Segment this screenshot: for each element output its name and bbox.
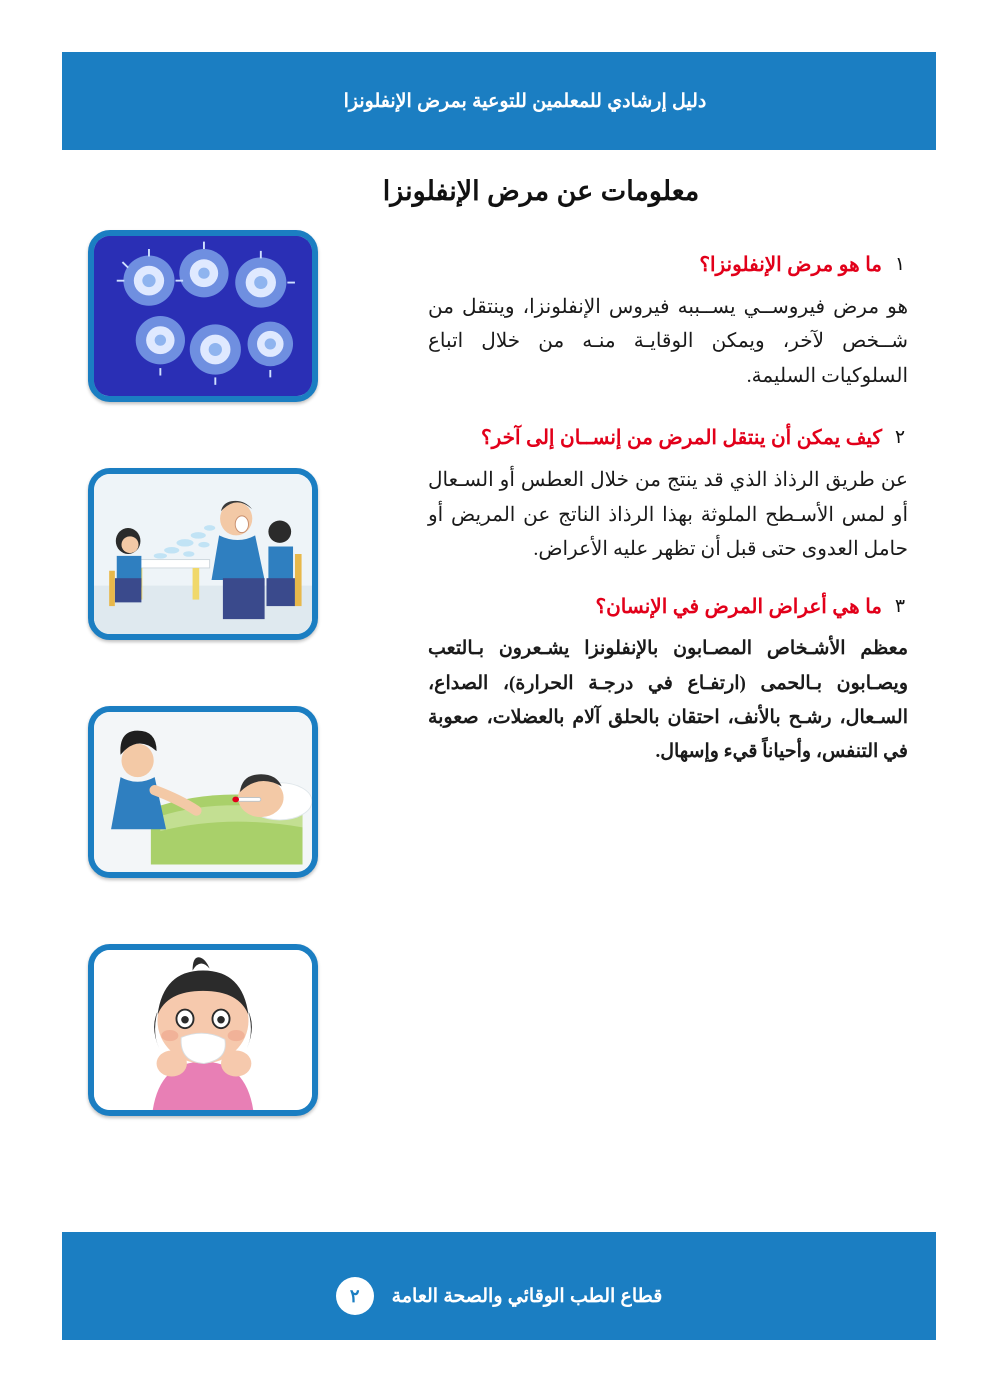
question-number-3: ٣ — [894, 596, 906, 618]
question-text-3: ما هي أعراض المرض في الإنسان؟ — [595, 596, 882, 619]
answer-text-1: هو مرض فيروســي يســببه فيروس الإنفلونزا، وينتقل من شــخص لآخر، ويمكن الوقايـة منـه من خلال اتباع السلوكيات السليمة. — [428, 296, 908, 387]
page-header — [62, 52, 936, 150]
question-number-1: ١ — [894, 254, 906, 275]
header-title: دليل إرشادي للمعلمين للتوعية بمرض الإنفلونزا — [343, 90, 707, 112]
page-footer — [62, 1232, 936, 1340]
page-title: معلومات عن مرض الإنفلونزا — [382, 176, 700, 206]
sick-patient-in-bed-illustration — [88, 706, 318, 878]
question-number-2: ٢ — [894, 427, 906, 449]
question-text-1: ما هو مرض الإنفلونزا؟ — [699, 254, 882, 276]
text-column — [428, 250, 908, 773]
question-line-3 — [428, 592, 908, 622]
content-area — [78, 250, 908, 1180]
answer-text-3: معظم الأشـخاص المصـابون بالإنفلونزا يشـعرون بـالتعب ويصـابون بـالحمى (ارتفـاع في درجـة الحرارة)، الصداع، السـعال، رشـح بالأنف، احتقان بالحلق آلام بالعضلات، صعوبة في التنفس، وأحياناً قيء وإسهال. — [428, 638, 908, 762]
influenza-virus-cells-illustration — [88, 230, 318, 402]
qa-item-1 — [428, 250, 908, 393]
illustration-column — [78, 230, 318, 1182]
sneezing-person-illustration — [88, 468, 318, 640]
child-with-tissue-illustration — [88, 944, 318, 1116]
qa-item-2 — [428, 423, 908, 566]
question-text-2: كيف يمكن أن ينتقل المرض من إنســان إلى آخر؟ — [481, 427, 882, 450]
answer-text-2: عن طريق الرذاذ الذي قد ينتج من خلال العطس أو السـعال أو لمس الأسـطح الملوثة بهذا الرذاذ الناتج عن المريض أو حامل العدوى حتى قبل أن تظهر عليه الأعراض. — [428, 469, 908, 560]
question-line-1 — [428, 250, 908, 280]
qa-item-3 — [428, 592, 908, 769]
page-number: ٢ — [336, 1277, 374, 1315]
footer-title: قطاع الطب الوقائي والصحة العامة — [391, 1285, 663, 1307]
question-line-2 — [428, 423, 908, 453]
